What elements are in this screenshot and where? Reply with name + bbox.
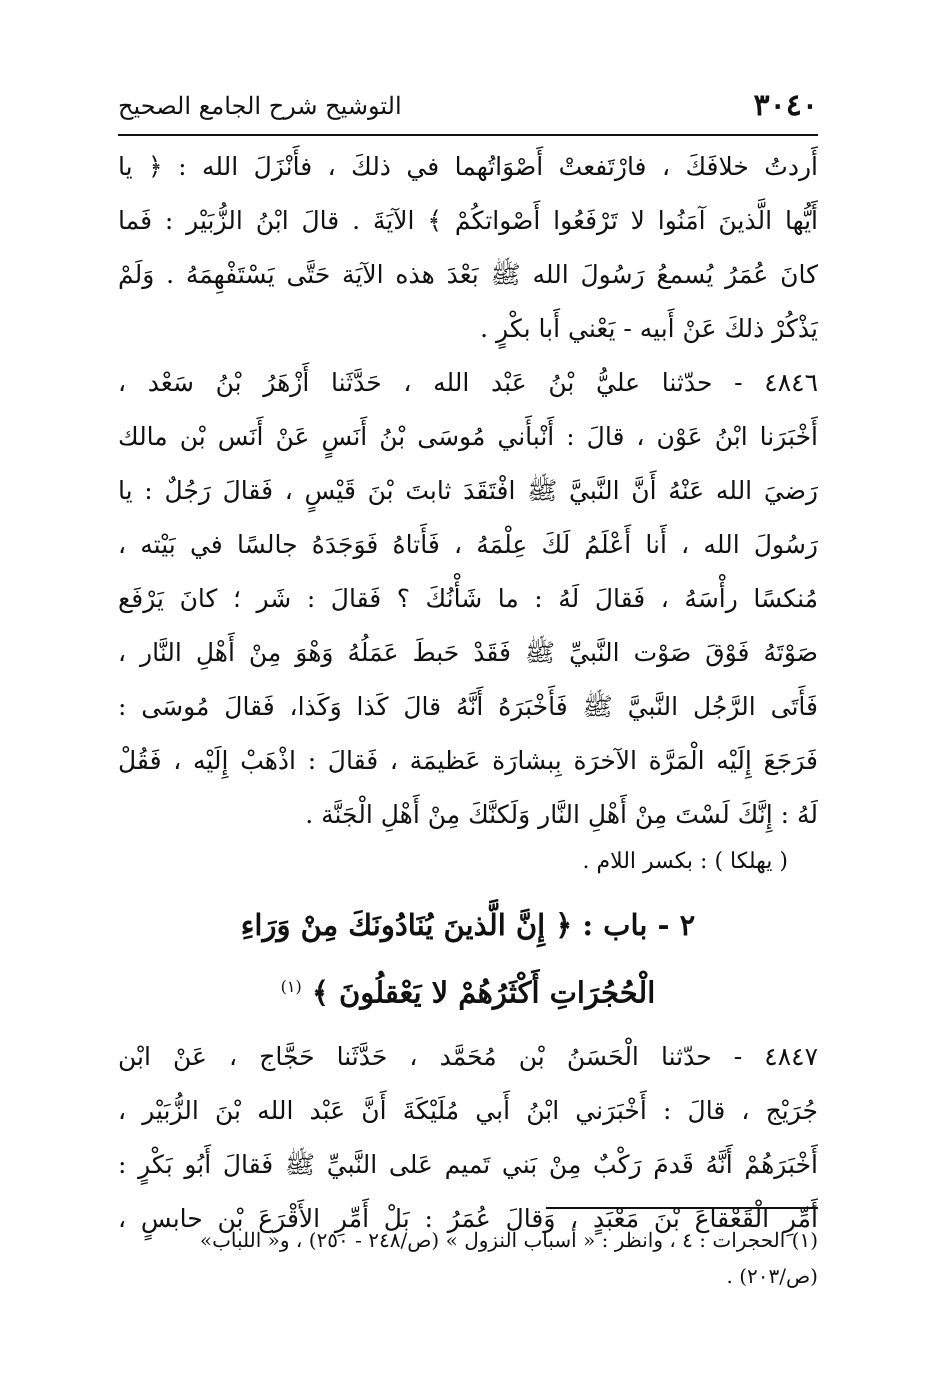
running-header <box>118 88 818 132</box>
page-number: ٣٠٤٠ <box>753 88 818 123</box>
text-line: فَأَتَى الرَّجُل النَّبيَّ ﷺ فَأَخْبَرَهُ أَنَّهُ قالَ كَذا وَكَذا، فَقالَ مُوسَى : <box>118 692 818 721</box>
text-line: صَوْتَهُ فَوْقَ صَوْت النَّبيِّ ﷺ فَقَدْ حَبطَ عَمَلُهُ وَهْوَ مِنْ أَهْلِ النَّار ، <box>118 638 818 667</box>
text-line: أَخْبَرَنا ابْنُ عَوْن ، قالَ : أَنْبأَني مُوسَى بْنُ أَنَسٍ عَنْ أَنَس بْن مالك <box>118 422 818 451</box>
footnote-line: (١) الحجرات : ٤ ، وانظر : « أسباب النزول » (ص/٢٤٨ - ٢٥٠) ، و« اللباب» <box>199 1228 818 1252</box>
hadith-4846-start: ٤٨٤٦ - حدّثنا عليُّ بْنُ عَبْد الله ، حَدَّثَنا أَزْهَرُ بْنُ سَعْد ، <box>118 368 818 397</box>
main-text <box>118 140 818 1246</box>
hadith-4847-start: ٤٨٤٧ - حدّثنا الْحَسَنُ بْن مُحَمَّد ، حَدَّثَنا حَجَّاج ، عَنْ ابْن <box>118 1042 818 1071</box>
footnote-line: (ص/٢٠٣) . <box>726 1264 818 1288</box>
text-line: أَمِّرِ الْقَعْقاعَ بْنَ مَعْبَدٍ ، وَقالَ عُمَرُ : بَلْ أَمِّرِ الأَقْرَعَ بْن حابسٍ ، <box>118 1204 818 1233</box>
chapter-heading-line1: ٢ - باب : ﴿ إِنَّ الَّذينَ يُنَادُونَكَ مِنْ وَرَاءِ <box>240 908 696 942</box>
gloss-note: ( يهلكا ) : بكسر اللام . <box>582 849 788 874</box>
text-line: فَرَجَعَ إِلَيْه الْمَرَّة الآخرَة بِبشارَة عَظيمَة ، فَقالَ : اذْهَبْ إِلَيْه ، فَقُلْ <box>118 746 818 775</box>
footnotes <box>118 1222 818 1294</box>
text-line: أَيُّها الَّذينَ آمَنُوا لا تَرْفَعُوا أَصْواتكُمْ ﴾ الآيَةَ . قالَ ابْنُ الزُّبَيْر : فَما <box>118 206 818 235</box>
text-line: رَسُولَ الله ، أَنا أَعْلَمُ لَكَ عِلْمَهُ ، فَأَتاهُ فَوَجَدَهُ جالسًا في بَيْته ، <box>118 530 818 559</box>
chapter-heading-line2 <box>118 956 818 1018</box>
footnote-reference: (١) <box>280 977 302 996</box>
book-title: التوشيح شرح الجامع الصحيح <box>118 92 402 120</box>
footnote-rule <box>546 1207 818 1209</box>
chapter-heading-text: الْحُجُرَاتِ أَكْثَرُهُمْ لا يَعْقلُونَ ﴾ <box>311 975 656 1010</box>
text-line: مُنكسًا رأْسَهُ ، فَقالَ لَهُ : ما شَأْنُكَ ؟ فَقالَ : شَر ؛ كانَ يَرْفَع <box>118 584 818 613</box>
text-line: رَضيَ الله عَنْهُ أَنَّ النَّبيَّ ﷺ افْتَقَدَ ثابتَ بْنَ قَيْسٍ ، فَقالَ رَجُلٌ : يا <box>118 476 818 505</box>
text-line: جُرَيْج ، قالَ : أَخْبَرَني ابْنُ أَبي مُلَيْكَةَ أَنَّ عَبْد الله بْنَ الزُّبَيْر ، <box>118 1096 818 1125</box>
text-line: يَذْكُرْ ذلكَ عَنْ أَبيه - يَعْني أَبا بكْرٍ . <box>480 314 818 343</box>
text-line: أَخْبَرَهُمْ أَنَّهُ قَدمَ رَكْبٌ مِنْ بَني تَميم عَلى النَّبيِّ ﷺ فَقالَ أَبُو بَكْرٍ : <box>118 1150 818 1179</box>
text-line: كانَ عُمَرُ يُسمعُ رَسُولَ الله ﷺ بَعْدَ هذه الآيَة حَتَّى يَسْتَفْهِمَهُ . وَلَمْ <box>118 260 818 289</box>
header-rule <box>118 134 818 136</box>
text-line: أَردتُ خلافَكَ ، فارْتَفعتْ أَصْوَاتُهما في ذلكَ ، فأَنْزَلَ الله : ﴿ يا <box>118 152 818 181</box>
text-line: لَهُ : إِنَّكَ لَسْتَ مِنْ أَهْلِ النَّار وَلَكنَّكَ مِنْ أَهْلِ الْجَنَّة . <box>305 800 818 829</box>
